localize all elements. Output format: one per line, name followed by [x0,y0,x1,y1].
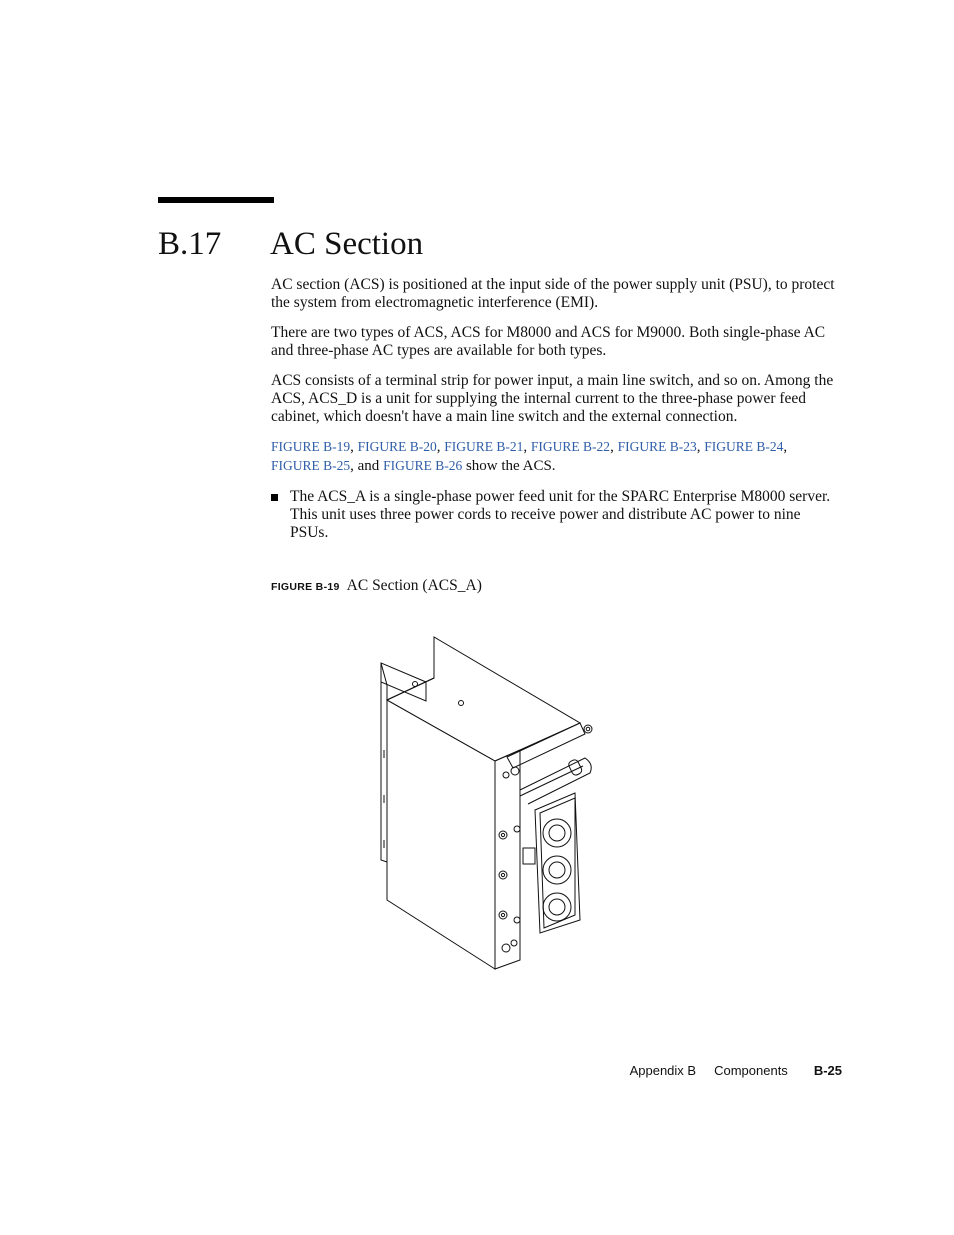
acs-a-illustration [370,630,610,980]
link-figure-b-26[interactable]: FIGURE B-26 [383,457,463,473]
footer-appendix: Appendix B [629,1063,697,1078]
link-figure-b-22[interactable]: FIGURE B-22 [530,439,611,455]
paragraph-3: ACS consists of a terminal strip for power input, a main line switch, and so on. Among the ACS, ACS_D is a unit for supplying the internal current to the three-phase power feed cabinet, which doesn't have a main line switch and the external connection. [271,372,834,425]
body-text [271,276,838,541]
link-figure-b-24[interactable]: FIGURE B-24 [704,439,784,455]
link-figure-b-25[interactable]: FIGURE B-25 [271,457,351,473]
section-number: B.17 [158,226,222,262]
bullet-text: The ACS_A is a single-phase power feed unit for the SPARC Enterprise M8000 server. This unit uses three power cords to receive power and distribute AC power to nine PSUs. [290,488,831,541]
figure-label: FIGURE B-19 [271,581,340,593]
figure-caption [271,577,482,595]
link-figure-b-21[interactable]: FIGURE B-21 [444,439,524,455]
figure-references: FIGURE B-19, FIGURE B-20, FIGURE B-21, FIGURE B-22, FIGURE B-23, FIGURE B-24, FIGURE B-25, and FIGURE B-26 show the ACS. [271,439,788,474]
link-figure-b-20[interactable]: FIGURE B-20 [357,439,437,455]
figure-caption-text: AC Section (ACS_A) [346,577,482,594]
bullet-item [271,488,838,541]
link-figure-b-19[interactable]: FIGURE B-19 [271,439,351,455]
section-rule [158,197,274,203]
page-footer [630,1063,842,1078]
footer-chapter: Components [714,1063,788,1078]
section-title: AC Section [270,226,424,262]
link-figure-b-23[interactable]: FIGURE B-23 [617,439,697,455]
page-number: B-25 [813,1063,842,1078]
paragraph-1: AC section (ACS) is positioned at the input side of the power supply unit (PSU), to protect the system from electromagnetic interference (EMI). [271,276,835,311]
bullet-square-icon [271,494,278,501]
section-heading [158,222,423,266]
paragraph-2: There are two types of ACS, ACS for M8000 and ACS for M9000. Both single-phase AC and three-phase AC types are available for both types. [271,324,826,359]
